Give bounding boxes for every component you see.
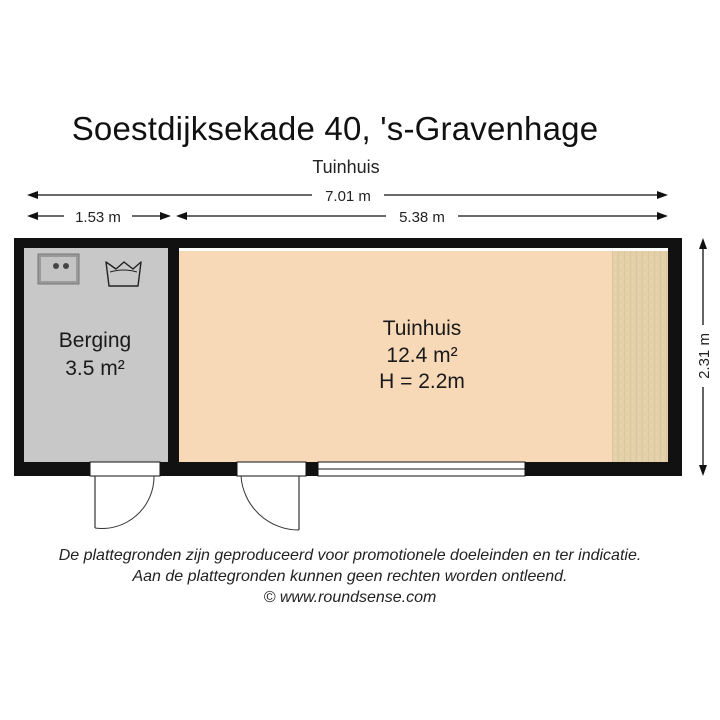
- stove-appliance-icon: [38, 254, 79, 284]
- dimension-tuinhuis-label: 5.38 m: [399, 209, 445, 226]
- dimension-depth: [694, 238, 713, 476]
- dimension-total: [27, 186, 668, 205]
- berging-door-threshold: [90, 462, 160, 476]
- plan-title: Soestdijksekade 40, 's-Gravenhage: [71, 110, 599, 147]
- berging-area: 3.5 m²: [65, 357, 125, 380]
- decking-area: [612, 251, 668, 462]
- dimension-total-label: 7.01 m: [325, 188, 371, 205]
- dimension-berging-label: 1.53 m: [75, 209, 121, 226]
- berging-door: [95, 476, 154, 528]
- tuinhuis-door: [241, 476, 299, 530]
- disclaimer-line-1: De plattegronden zijn geproduceerd voor promotionele doeleinden en ter indicatie.: [58, 547, 642, 564]
- tuinhuis-door-threshold: [237, 462, 306, 476]
- disclaimer: [0, 545, 700, 608]
- tuinhuis-area: 12.4 m²: [386, 344, 458, 367]
- dimension-tuinhuis: [176, 207, 668, 226]
- copyright-text: © www.roundsense.com: [263, 589, 437, 606]
- tuinhuis-name: Tuinhuis: [382, 317, 462, 340]
- window: [318, 462, 525, 476]
- dimension-berging: [27, 207, 171, 226]
- disclaimer-line-2: Aan de plattegronden kunnen geen rechten worden ontleend.: [132, 568, 568, 585]
- berging-name: Berging: [58, 329, 132, 352]
- plan-subtitle: Tuinhuis: [312, 157, 380, 177]
- tuinhuis-height: H = 2.2m: [379, 370, 465, 393]
- dimension-depth-label: 2.31 m: [696, 333, 713, 379]
